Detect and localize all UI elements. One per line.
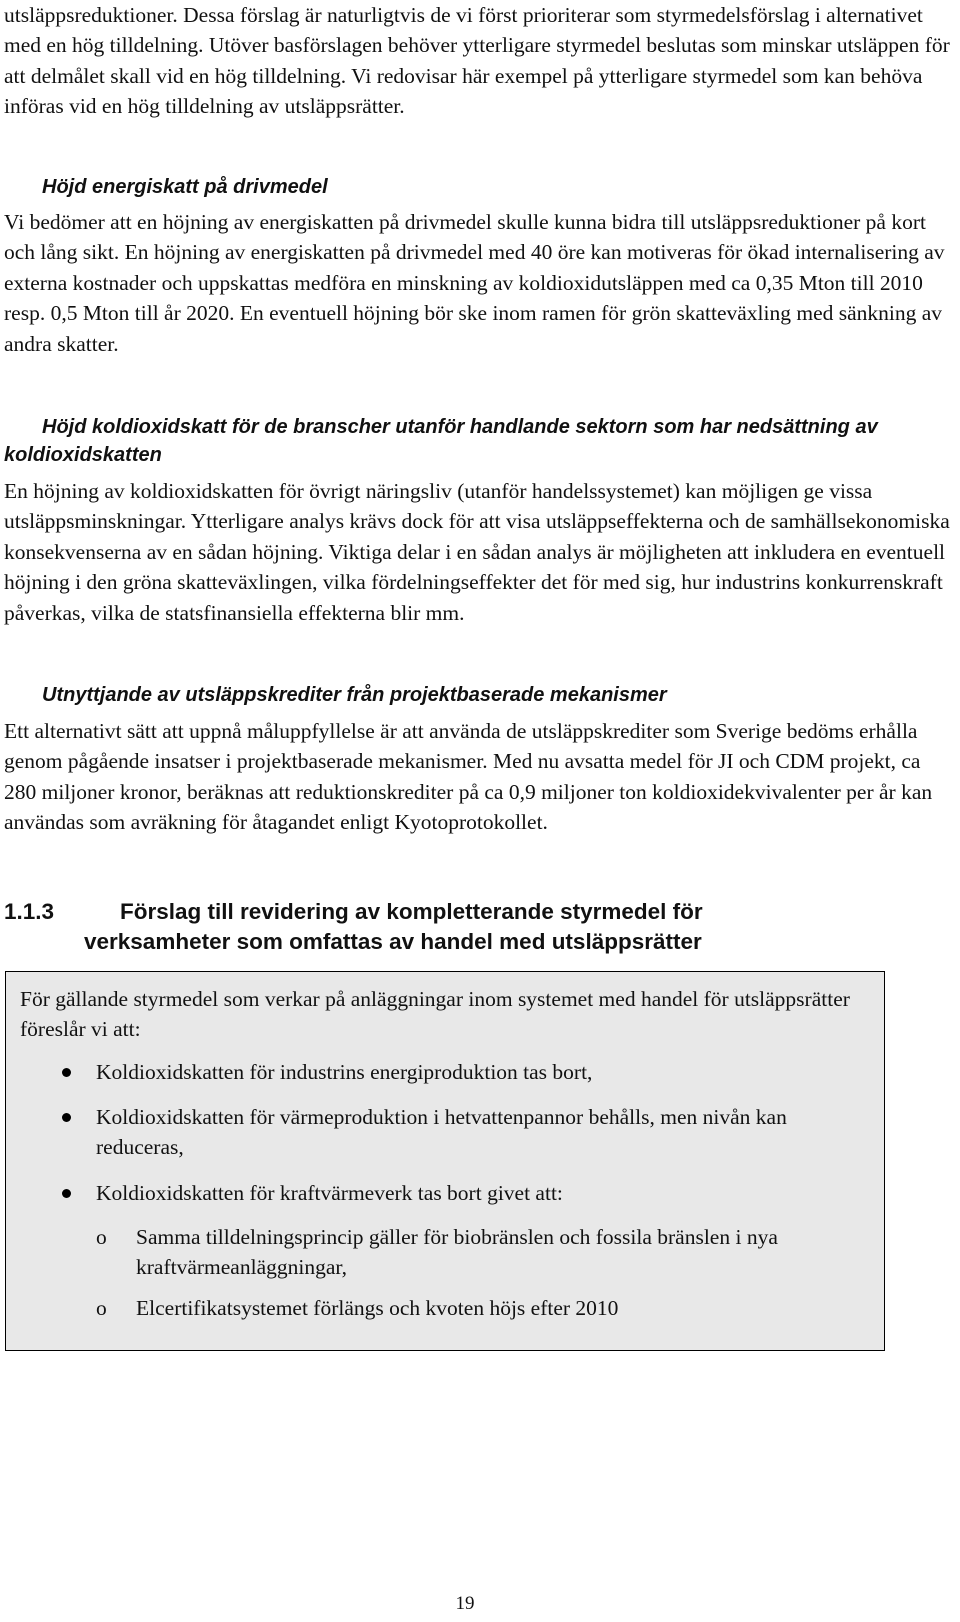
proposal-sub-text: Samma tilldelningsprincip gäller för biobränslen och fossila bränslen i nya kraftvärmeanläggningar, bbox=[136, 1225, 778, 1280]
bullet-dot-icon bbox=[62, 1189, 71, 1198]
proposal-bullet-text: Koldioxidskatten för värmeproduktion i hetvattenpannor behålls, men nivån kan reduceras, bbox=[96, 1105, 787, 1160]
page-number: 19 bbox=[455, 1593, 475, 1614]
section-heading-1-1-3 bbox=[4, 897, 944, 957]
sub-bullet-marker: o bbox=[96, 1225, 107, 1249]
section-body-fuel-tax: Vi bedömer att en höjning av energiskatten på drivmedel skulle kunna bidra till utsläppsreduktioner på kort och lång sikt. En höjning av energiskatten på drivmedel med 40 öre kan motiveras för ökad internalisering av externa kostnader och uppskattas medföra en minskning av koldioxidutsläppen med ca 0,35 Mton till 2010 resp. 0,5 Mton till år 2020. En eventuell höjning bör ske inom ramen för grön skatteväxling med sänkning av andra skatter. bbox=[4, 210, 945, 356]
section-heading-emission-credits: Utnyttjande av utsläppskrediter från projektbaserade mekanismer bbox=[42, 684, 667, 706]
section-number: 1.1.3 bbox=[4, 899, 55, 924]
proposal-sub-text: Elcertifikatsystemet förlängs och kvoten höjs efter 2010 bbox=[136, 1296, 619, 1320]
proposal-bullet-text: Koldioxidskatten för kraftvärmeverk tas bort givet att: bbox=[96, 1181, 563, 1205]
proposal-intro: För gällande styrmedel som verkar på anläggningar inom systemet med handel för utsläppsrätter föreslår vi att: bbox=[20, 987, 850, 1042]
proposal-bullet-text: Koldioxidskatten för industrins energiproduktion tas bort, bbox=[96, 1060, 593, 1084]
bullet-dot-icon bbox=[62, 1068, 71, 1077]
proposal-bullet-item bbox=[96, 1102, 856, 1163]
proposal-bullet-item bbox=[96, 1057, 856, 1087]
intro-paragraph: utsläppsreduktioner. Dessa förslag är naturligtvis de vi först prioriterar som styrmedelsförslag i alternativet med en hög tilldelning. Utöver basförslagen behöver ytterligare styrmedel beslutas som minskar utsläppen för att delmålet skall vid en hög tilldelning. Vi redovisar här exempel på ytterligare styrmedel som kan behöva införas vid en hög tilldelning av utsläppsrätter. bbox=[4, 3, 950, 119]
bullet-dot-icon bbox=[62, 1113, 71, 1122]
section-heading-co2-tax: Höjd koldioxidskatt för de branscher utanför handlande sektorn som har nedsättning av koldioxidskatten bbox=[4, 416, 878, 466]
proposal-bullet-item bbox=[96, 1178, 856, 1208]
section-body-emission-credits: Ett alternativt sätt att uppnå måluppfyllelse är att använda de utsläppskrediter som Sverige bedöms erhålla genom pågående insatser i projektbaserade mekanismer. Med nu avsatta medel för JI och CDM projekt, ca 280 miljoner kronor, beräknas att reduktionskrediter på ca 0,9 miljoner ton koldioxidekvivalenter per år kan användas som avräkning för åtagandet enligt Kyotoprotokollet. bbox=[4, 719, 933, 835]
section-body-co2-tax: En höjning av koldioxidskatten för övrigt näringsliv (utanför handelssystemet) kan möjligen ge vissa utsläppsminskningar. Ytterligare analys krävs dock för att visa utsläppseffekterna och de samhällsekonomiska konsekvenserna av en sådan höjning. Viktiga delar i en sådan analys är möjligheten att inkludera en eventuell höjning i den gröna skatteväxlingen, vilka fördelningseffekter det för med sig, hur industrins konkurrenskraft påverkas, vilka de statsfinansiella effekterna blir mm. bbox=[4, 479, 950, 625]
section-title-line1: Förslag till revidering av kompletterande styrmedel för bbox=[120, 899, 703, 924]
sub-bullet-marker: o bbox=[96, 1296, 107, 1320]
section-title-line2: verksamheter som omfattas av handel med utsläppsrätter bbox=[84, 929, 702, 954]
proposal-sub-item bbox=[96, 1222, 876, 1283]
proposal-sub-item bbox=[96, 1293, 876, 1323]
proposal-box bbox=[5, 971, 885, 1351]
section-heading-fuel-tax: Höjd energiskatt på drivmedel bbox=[42, 176, 328, 198]
